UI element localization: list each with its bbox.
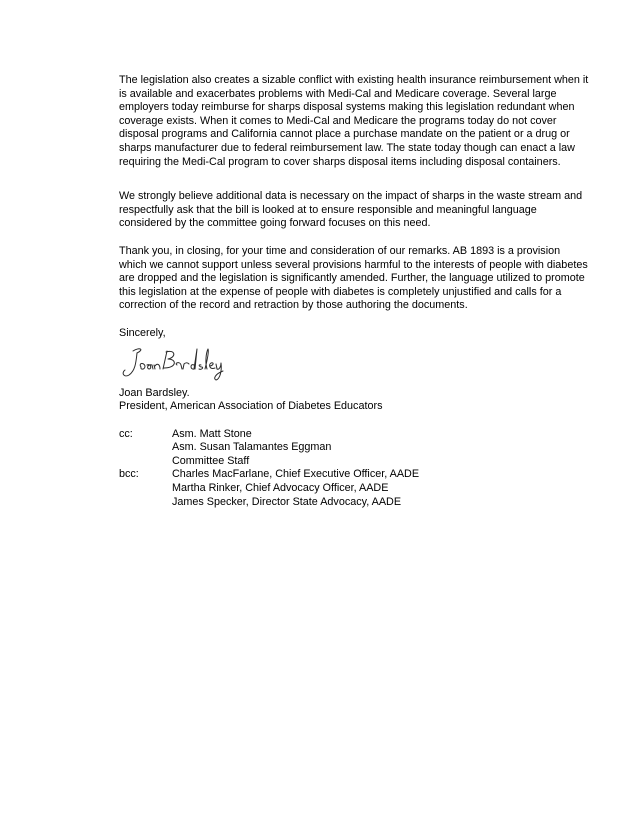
bcc-block	[119, 468, 589, 509]
paragraph-data-request: We strongly believe additional data is necessary on the impact of sharps in the waste stream and respectfully ask that the bill is looked at to ensure responsible and meaningful language considered by the committee going forward focuses on this need.	[119, 190, 583, 230]
cc-recipient: Asm. Matt Stone	[172, 427, 252, 440]
cc-recipient: Committee Staff	[172, 454, 250, 467]
bcc-recipient: Charles MacFarlane, Chief Executive Officer, AADE	[172, 468, 420, 481]
closing-salutation: Sincerely,	[119, 326, 166, 339]
bcc-recipient: James Specker, Director State Advocacy, AADE	[172, 495, 402, 508]
cc-block	[119, 428, 589, 469]
bcc-recipient: Martha Rinker, Chief Advocacy Officer, AADE	[172, 482, 389, 495]
letter-body	[119, 74, 589, 509]
paragraph-reimbursement: The legislation also creates a sizable conflict with existing health insurance reimbursement when it is available and exacerbates problems with Medi-Cal and Medicare coverage. Several large employers today reimburse for sharps disposal systems making this legislation redundant when coverage exists. When it comes to Medi-Cal and Medicare the programs today do not cover disposal programs and California cannot place a purchase mandate on the patient or a drug or sharps manufacturer due to federal reimbursement law. The state today though can enact a law requiring the Medi-Cal program to cover sharps disposal items including disposal containers.	[119, 74, 589, 168]
paragraph-closing-remarks: Thank you, in closing, for your time and consideration of our remarks. AB 1893 is a provision which we cannot support unless several provisions harmful to the interests of people with diabetes are dropped and the legislation is significantly amended. Further, the language utilized to promote this legislation at the expense of people with diabetes is completely unjustified and calls for a correction of the record and retraction by those authoring the documents.	[119, 244, 588, 312]
cc-label: cc:	[119, 427, 133, 440]
bcc-label: bcc:	[119, 468, 139, 481]
signer-name: Joan Bardsley.	[119, 386, 190, 399]
cc-recipient: Asm. Susan Talamantes Eggman	[172, 441, 332, 454]
signer-title: President, American Association of Diabetes Educators	[119, 400, 383, 413]
handwritten-signature	[119, 343, 589, 387]
